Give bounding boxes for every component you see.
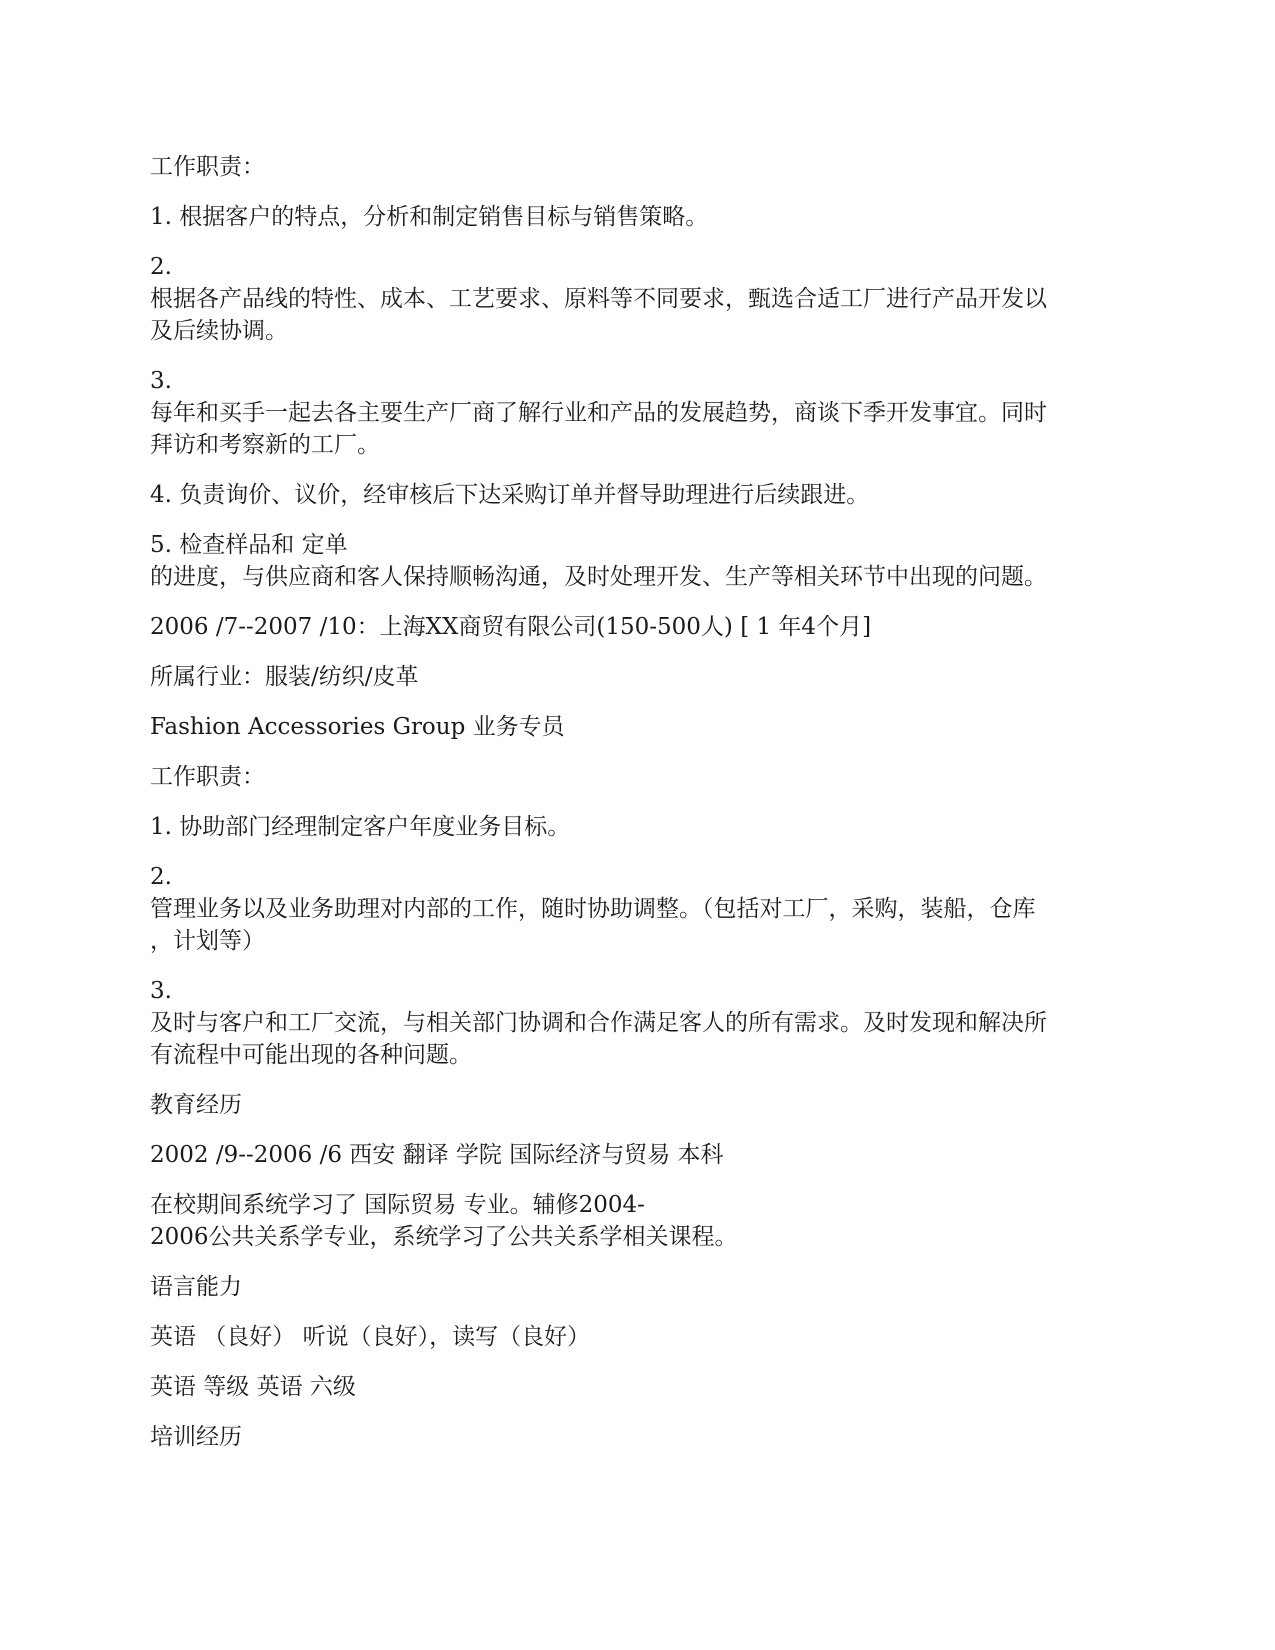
text-line: 2006 /7--2007 /10：上海XX商贸有限公司(150-500人) [ 1 年4个月] — [150, 614, 872, 640]
text-line: 工作职责： — [150, 764, 265, 790]
language-skill — [150, 1321, 1125, 1353]
education-description — [150, 1189, 1125, 1253]
job-duties-heading-1 — [150, 151, 1125, 183]
text-line: Fashion Accessories Group 业务专员 — [150, 714, 565, 740]
text-line: 英语 （良好） 听说（良好），读写（良好） — [150, 1324, 591, 1350]
duty-item-5 — [150, 529, 1125, 593]
text-line: 有流程中可能出现的各种问题。 — [150, 1042, 472, 1068]
text-line: 的进度，与供应商和客人保持顺畅沟通，及时处理开发、生产等相关环节中出现的问题。 — [150, 564, 1047, 590]
duty-item-4 — [150, 479, 1125, 511]
text-line: 每年和买手一起去各主要生产厂商了解行业和产品的发展趋势，商谈下季开发事宜。同时 — [150, 400, 1047, 426]
text-line: 1. 根据客户的特点，分析和制定销售目标与销售策略。 — [150, 204, 709, 230]
text-line: 教育经历 — [150, 1092, 242, 1118]
text-line: 3. — [150, 978, 172, 1004]
job-duties-heading-2 — [150, 761, 1125, 793]
education-entry — [150, 1139, 1125, 1171]
industry — [150, 661, 1125, 693]
text-line: 及后续协调。 — [150, 318, 288, 344]
text-line: ，计划等） — [150, 928, 265, 954]
text-line: 在校期间系统学习了 国际贸易 专业。辅修2004- — [150, 1192, 645, 1218]
language-heading — [150, 1271, 1125, 1303]
employment-period — [150, 611, 1125, 643]
text-line: 根据各产品线的特性、成本、工艺要求、原料等不同要求，甄选合适工厂进行产品开发以 — [150, 286, 1047, 312]
text-line: 2. — [150, 864, 172, 890]
text-line: 管理业务以及业务助理对内部的工作，随时协助调整。（包括对工厂，采购，装船，仓库 — [150, 896, 1036, 922]
duty-item-1b — [150, 811, 1125, 843]
text-line: 2. — [150, 254, 172, 280]
text-line: 2002 /9--2006 /6 西安 翻译 学院 国际经济与贸易 本科 — [150, 1142, 724, 1168]
text-line: 工作职责： — [150, 154, 265, 180]
document-body — [150, 151, 1125, 1471]
duty-item-2b — [150, 861, 1125, 957]
text-line: 所属行业：服装/纺织/皮革 — [150, 664, 419, 690]
text-line: 1. 协助部门经理制定客户年度业务目标。 — [150, 814, 571, 840]
training-heading — [150, 1421, 1125, 1453]
text-line: 2006公共关系学专业，系统学习了公共关系学相关课程。 — [150, 1224, 738, 1250]
text-line: 培训经历 — [150, 1424, 242, 1450]
duty-item-3 — [150, 365, 1125, 461]
text-line: 及时与客户和工厂交流，与相关部门协调和合作满足客人的所有需求。及时发现和解决所 — [150, 1010, 1047, 1036]
duty-item-1 — [150, 201, 1125, 233]
education-heading — [150, 1089, 1125, 1121]
text-line: 拜访和考察新的工厂。 — [150, 432, 380, 458]
text-line: 语言能力 — [150, 1274, 242, 1300]
language-level — [150, 1371, 1125, 1403]
text-line: 4. 负责询价、议价，经审核后下达采购订单并督导助理进行后续跟进。 — [150, 482, 870, 508]
duty-item-2 — [150, 251, 1125, 347]
text-line: 英语 等级 英语 六级 — [150, 1374, 356, 1400]
text-line: 5. 检查样品和 定单 — [150, 532, 348, 558]
duty-item-3b — [150, 975, 1125, 1071]
text-line: 3. — [150, 368, 172, 394]
job-title — [150, 711, 1125, 743]
